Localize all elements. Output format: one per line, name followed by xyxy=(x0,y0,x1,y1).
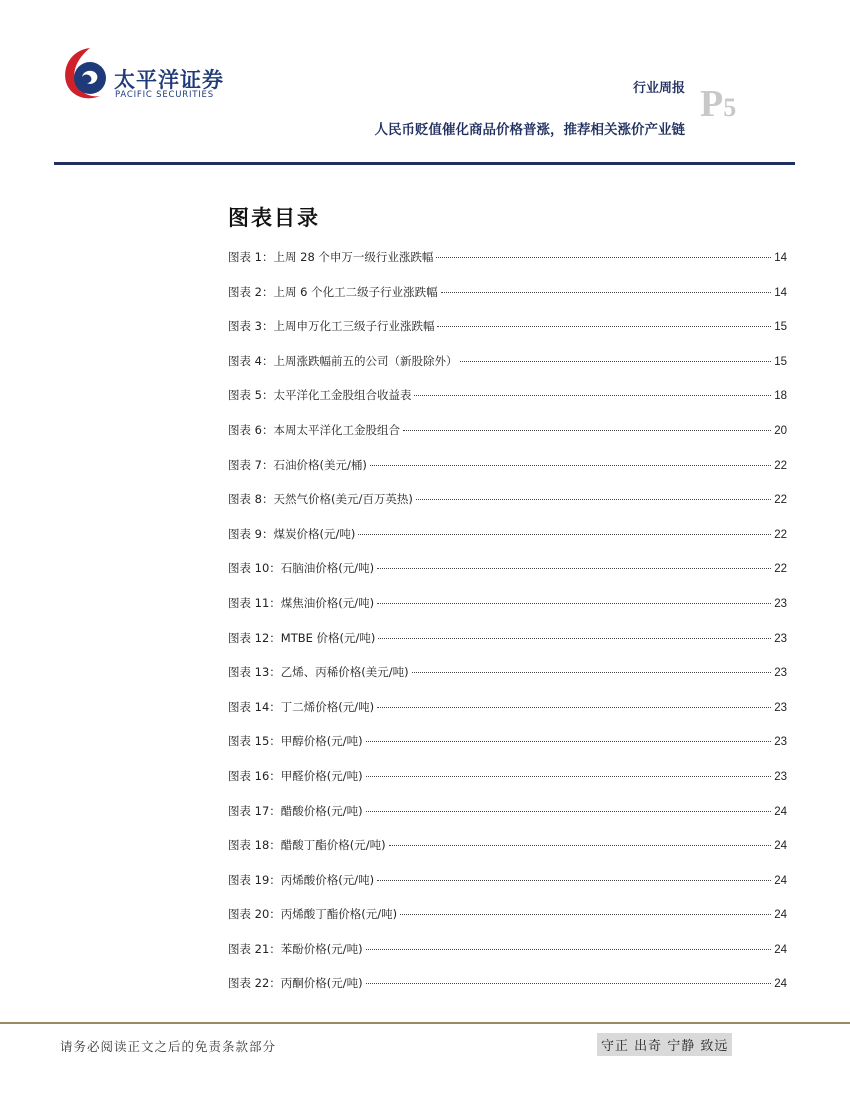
toc-entry-page[interactable]: 22 xyxy=(774,563,787,576)
report-subtitle: 人民币贬值催化商品价格普涨，推荐相关涨价产业链 xyxy=(374,122,685,138)
toc-leader-dots xyxy=(366,983,772,984)
toc-entry-label[interactable]: 图表 4：上周涨跌幅前五的公司（新股除外） xyxy=(228,353,458,368)
toc-entry-label[interactable]: 图表 13：乙烯、丙稀价格(美元/吨) xyxy=(228,665,409,680)
toc-entry[interactable] xyxy=(228,630,787,665)
brand-name-cn: 太平洋证券 xyxy=(114,68,224,92)
toc-entry-label[interactable]: 图表 11：煤焦油价格(元/吨) xyxy=(228,595,375,610)
toc-entry-label[interactable]: 图表 1：上周 28 个申万一级行业涨跌幅 xyxy=(228,250,434,264)
toc-entry-page[interactable]: 18 xyxy=(774,390,787,403)
toc-entry-page[interactable]: 23 xyxy=(774,736,787,749)
toc-leader-dots xyxy=(389,845,772,846)
toc-leader-dots xyxy=(378,638,771,639)
toc-leader-dots xyxy=(400,914,771,915)
report-type: 行业周报 xyxy=(632,81,685,96)
toc-leader-dots xyxy=(412,672,772,673)
toc-entry-label[interactable]: 图表 5：太平洋化工金股组合收益表 xyxy=(228,388,412,403)
toc-entry-page[interactable]: 22 xyxy=(774,494,787,507)
toc-leader-dots xyxy=(366,949,772,950)
toc-entry-label[interactable]: 图表 8：天然气价格(美元/百万英热) xyxy=(228,492,413,507)
toc-entry-page[interactable]: 23 xyxy=(774,632,787,645)
toc-entry[interactable] xyxy=(228,699,787,734)
toc-leader-dots xyxy=(377,603,771,604)
toc-entry[interactable] xyxy=(228,837,787,872)
toc-entry-label[interactable]: 图表 19：丙烯酸价格(元/吨) xyxy=(228,872,375,887)
toc-entry[interactable] xyxy=(228,941,787,976)
toc-entry-label[interactable]: 图表 16：甲醛价格(元/吨) xyxy=(228,768,363,783)
page-digit: 5 xyxy=(723,93,737,122)
toc-entry[interactable] xyxy=(228,975,787,1010)
toc-leader-dots xyxy=(460,361,771,362)
toc-entry-page[interactable]: 14 xyxy=(774,252,787,264)
toc-entry[interactable] xyxy=(228,803,787,838)
toc-leader-dots xyxy=(416,499,771,500)
toc-entry[interactable] xyxy=(228,491,787,526)
toc-entry-label[interactable]: 图表 20：丙烯酸丁酯价格(元/吨) xyxy=(228,907,398,922)
toc-entry[interactable] xyxy=(228,457,787,492)
toc-entry-label[interactable]: 图表 14：丁二烯价格(元/吨) xyxy=(228,699,375,714)
toc-entry[interactable] xyxy=(228,733,787,768)
toc-leader-dots xyxy=(358,534,771,535)
toc-leader-dots xyxy=(437,326,771,327)
toc-entry-page[interactable]: 24 xyxy=(774,943,787,956)
toc-entry-label[interactable]: 图表 2：上周 6 个化工二级子行业涨跌幅 xyxy=(228,284,438,299)
toc-entry-page[interactable]: 22 xyxy=(774,459,787,472)
toc-entry[interactable] xyxy=(228,353,787,388)
toc-entry[interactable] xyxy=(228,595,787,630)
header-divider xyxy=(54,162,795,165)
toc-leader-dots xyxy=(414,395,771,396)
toc-entry-page[interactable]: 15 xyxy=(774,321,787,334)
footer-disclaimer: 请务必阅读正文之后的免责条款部分 xyxy=(60,1039,277,1054)
brand-name-en: PACIFIC SECURITIES xyxy=(115,90,214,100)
toc-leader-dots xyxy=(436,257,771,258)
toc-leader-dots xyxy=(377,707,771,708)
toc-entry[interactable] xyxy=(228,872,787,907)
toc-entry-label[interactable]: 图表 6：本周太平洋化工金股组合 xyxy=(228,422,400,437)
toc-entry-page[interactable]: 24 xyxy=(774,805,787,818)
toc-entry[interactable] xyxy=(228,284,787,319)
toc-leader-dots xyxy=(441,292,772,293)
footer-divider xyxy=(0,1022,850,1024)
pacific-logo-icon xyxy=(60,44,112,104)
toc-entry-label[interactable]: 图表 9：煤炭价格(元/吨) xyxy=(228,526,356,541)
toc-entry[interactable] xyxy=(228,906,787,941)
toc-entry-label[interactable]: 图表 17：醋酸价格(元/吨) xyxy=(228,803,363,818)
toc-entry-label[interactable]: 图表 7：石油价格(美元/桶) xyxy=(228,457,367,472)
toc-entry-page[interactable]: 24 xyxy=(774,874,787,887)
toc-leader-dots xyxy=(370,465,771,466)
toc-entry-page[interactable]: 15 xyxy=(774,355,787,368)
toc-list xyxy=(228,249,787,1010)
toc-leader-dots xyxy=(403,430,771,431)
toc-title: 图表目录 xyxy=(228,206,320,230)
toc-leader-dots xyxy=(366,776,772,777)
toc-entry-page[interactable]: 23 xyxy=(774,770,787,783)
toc-entry-page[interactable]: 24 xyxy=(774,978,787,991)
toc-entry[interactable] xyxy=(228,526,787,561)
toc-entry-page[interactable]: 23 xyxy=(774,701,787,714)
toc-entry-page[interactable]: 22 xyxy=(774,528,787,541)
toc-entry-label[interactable]: 图表 15：甲醇价格(元/吨) xyxy=(228,734,363,749)
toc-entry-page[interactable]: 24 xyxy=(774,909,787,922)
toc-entry[interactable] xyxy=(228,318,787,353)
toc-entry-page[interactable]: 14 xyxy=(774,286,787,299)
toc-entry-label[interactable]: 图表 10：石脑油价格(元/吨) xyxy=(228,561,375,576)
footer-motto: 守正 出奇 宁静 致远 xyxy=(597,1033,732,1056)
toc-entry-label[interactable]: 图表 3：上周申万化工三级子行业涨跌幅 xyxy=(228,319,435,334)
toc-entry-page[interactable]: 20 xyxy=(774,424,787,437)
toc-entry[interactable] xyxy=(228,422,787,457)
toc-entry[interactable] xyxy=(228,249,787,284)
toc-entry[interactable] xyxy=(228,768,787,803)
toc-entry-label[interactable]: 图表 22：丙酮价格(元/吨) xyxy=(228,976,363,991)
toc-entry[interactable] xyxy=(228,387,787,422)
toc-leader-dots xyxy=(377,568,771,569)
toc-entry[interactable] xyxy=(228,560,787,595)
toc-leader-dots xyxy=(366,811,772,812)
toc-entry-page[interactable]: 23 xyxy=(774,597,787,610)
toc-entry-label[interactable]: 图表 18：醋酸丁酯价格(元/吨) xyxy=(228,838,386,853)
page-letter: P xyxy=(700,83,724,125)
page-number xyxy=(700,85,736,123)
company-logo xyxy=(60,44,240,104)
toc-entry-label[interactable]: 图表 21：苯酚价格(元/吨) xyxy=(228,941,363,956)
toc-entry-label[interactable]: 图表 12：MTBE 价格(元/吨) xyxy=(228,630,376,645)
toc-leader-dots xyxy=(377,880,771,881)
toc-entry-page[interactable]: 23 xyxy=(774,667,787,680)
toc-entry[interactable] xyxy=(228,664,787,699)
toc-entry-page[interactable]: 24 xyxy=(774,840,787,853)
toc-leader-dots xyxy=(366,741,772,742)
